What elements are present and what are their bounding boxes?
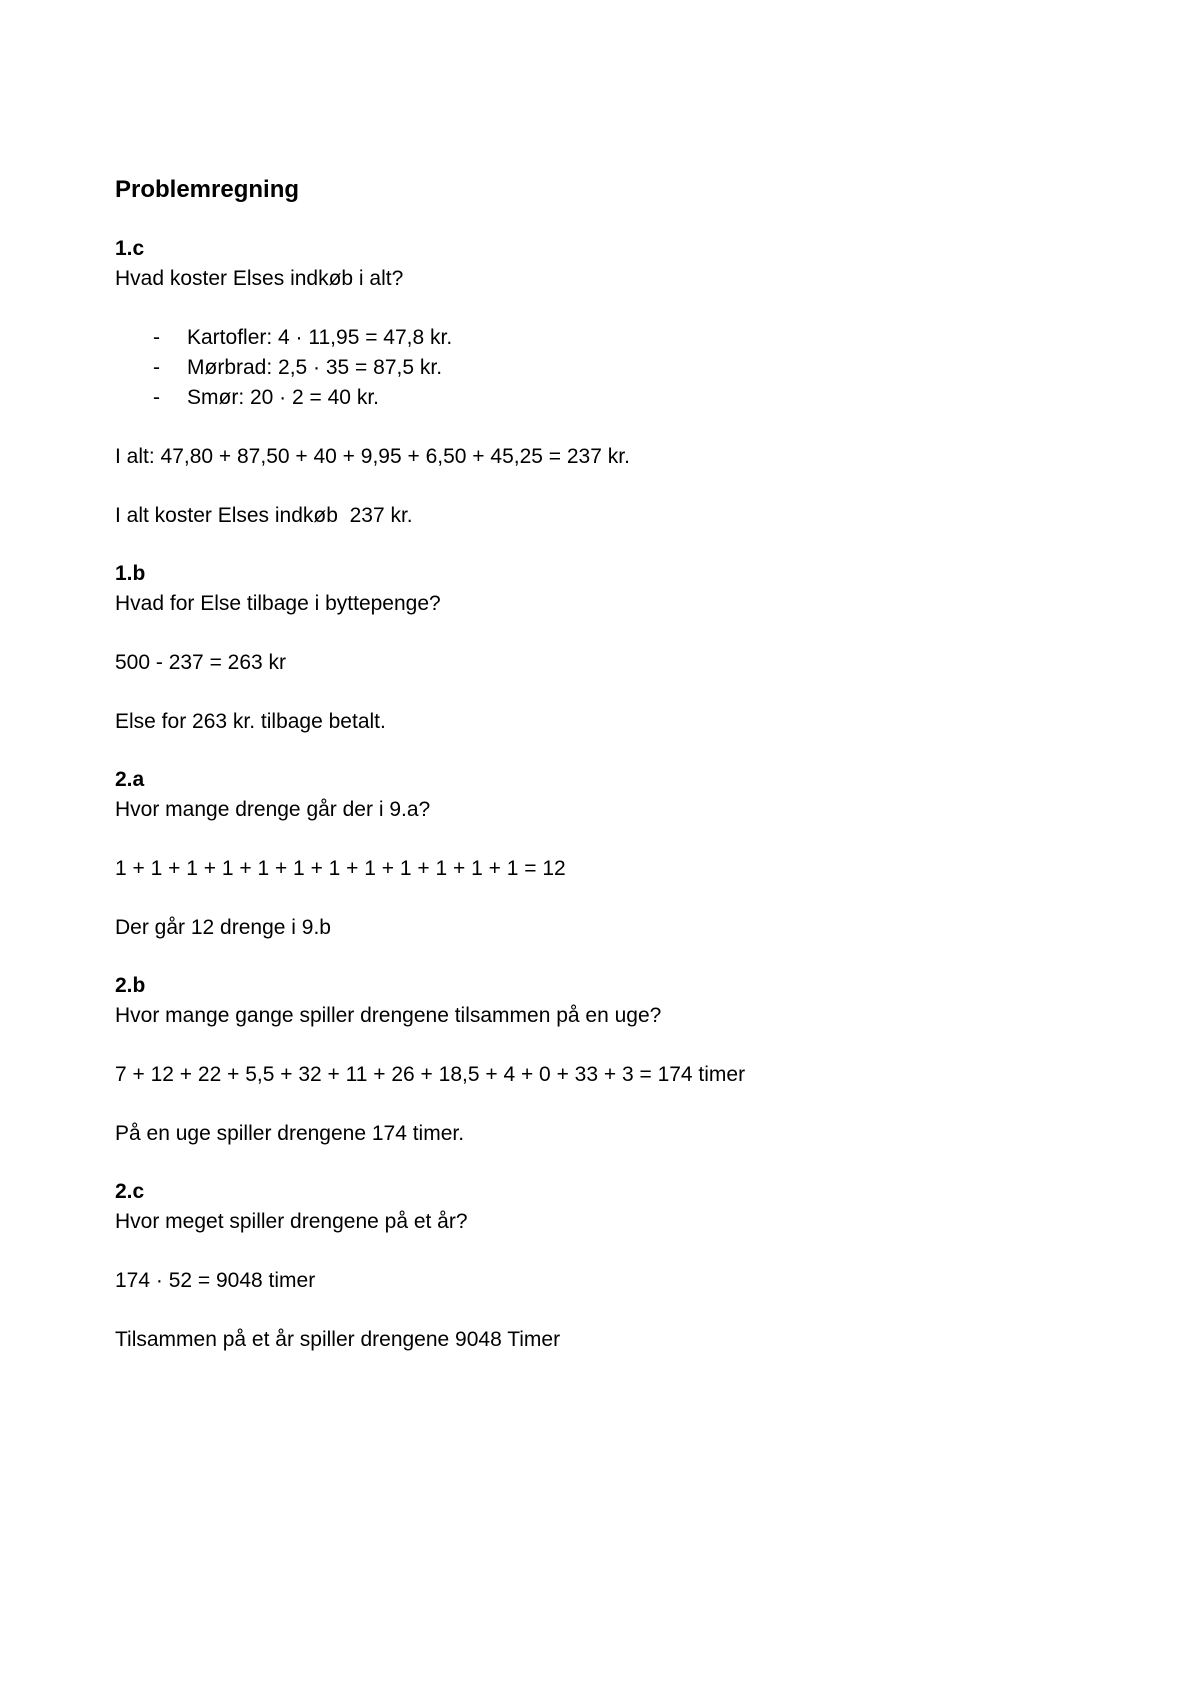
answer-text: Else for 263 kr. tilbage betalt. [115, 710, 386, 733]
bullet-dash: - [153, 326, 160, 349]
list-item [153, 353, 1095, 383]
section-1b [115, 559, 1095, 737]
section-2c [115, 1177, 1095, 1355]
calculation-text: 500 - 237 = 263 kr [115, 651, 287, 674]
answer-text: På en uge spiller drengene 174 timer. [115, 1122, 465, 1145]
section-heading: 2.a [115, 768, 145, 791]
page-title: Problemregning [115, 176, 300, 203]
question-text: Hvad for Else tilbage i byttepenge? [115, 592, 441, 615]
calculation-text: I alt: 47,80 + 87,50 + 40 + 9,95 + 6,50 + 45,25 = 237 kr. [115, 445, 630, 468]
answer-text: Tilsammen på et år spiller drengene 9048 Timer [115, 1328, 561, 1351]
section-2a [115, 765, 1095, 943]
question-text: Hvor meget spiller drengene på et år? [115, 1210, 468, 1233]
section-heading: 2.c [115, 1180, 145, 1203]
list-item-text: Smør: 20 · 2 = 40 kr. [187, 386, 379, 409]
section-heading: 2.b [115, 974, 146, 997]
bullet-dash: - [153, 356, 160, 379]
section-heading: 1.b [115, 562, 146, 585]
bullet-dash: - [153, 386, 160, 409]
calculation-text: 1 + 1 + 1 + 1 + 1 + 1 + 1 + 1 + 1 + 1 + 1 + 1 = 12 [115, 857, 566, 880]
list-item [153, 383, 1095, 413]
list-item-text: Mørbrad: 2,5 · 35 = 87,5 kr. [187, 356, 443, 379]
answer-text: Der går 12 drenge i 9.b [115, 916, 331, 939]
list-item-text: Kartofler: 4 · 11,95 = 47,8 kr. [187, 326, 453, 349]
section-heading: 1.c [115, 237, 145, 260]
question-text: Hvor mange drenge går der i 9.a? [115, 798, 431, 821]
price-list [115, 323, 1095, 413]
question-text: Hvad koster Elses indkøb i alt? [115, 267, 404, 290]
calculation-text: 7 + 12 + 22 + 5,5 + 32 + 11 + 26 + 18,5 + 4 + 0 + 33 + 3 = 174 timer [115, 1063, 746, 1086]
answer-text: I alt koster Elses indkøb 237 kr. [115, 504, 413, 527]
list-item [153, 323, 1095, 353]
document-content [115, 174, 1095, 1383]
calculation-text: 174 · 52 = 9048 timer [115, 1269, 316, 1292]
question-text: Hvor mange gange spiller drengene tilsammen på en uge? [115, 1004, 662, 1027]
section-2b [115, 971, 1095, 1149]
section-1c [115, 234, 1095, 531]
